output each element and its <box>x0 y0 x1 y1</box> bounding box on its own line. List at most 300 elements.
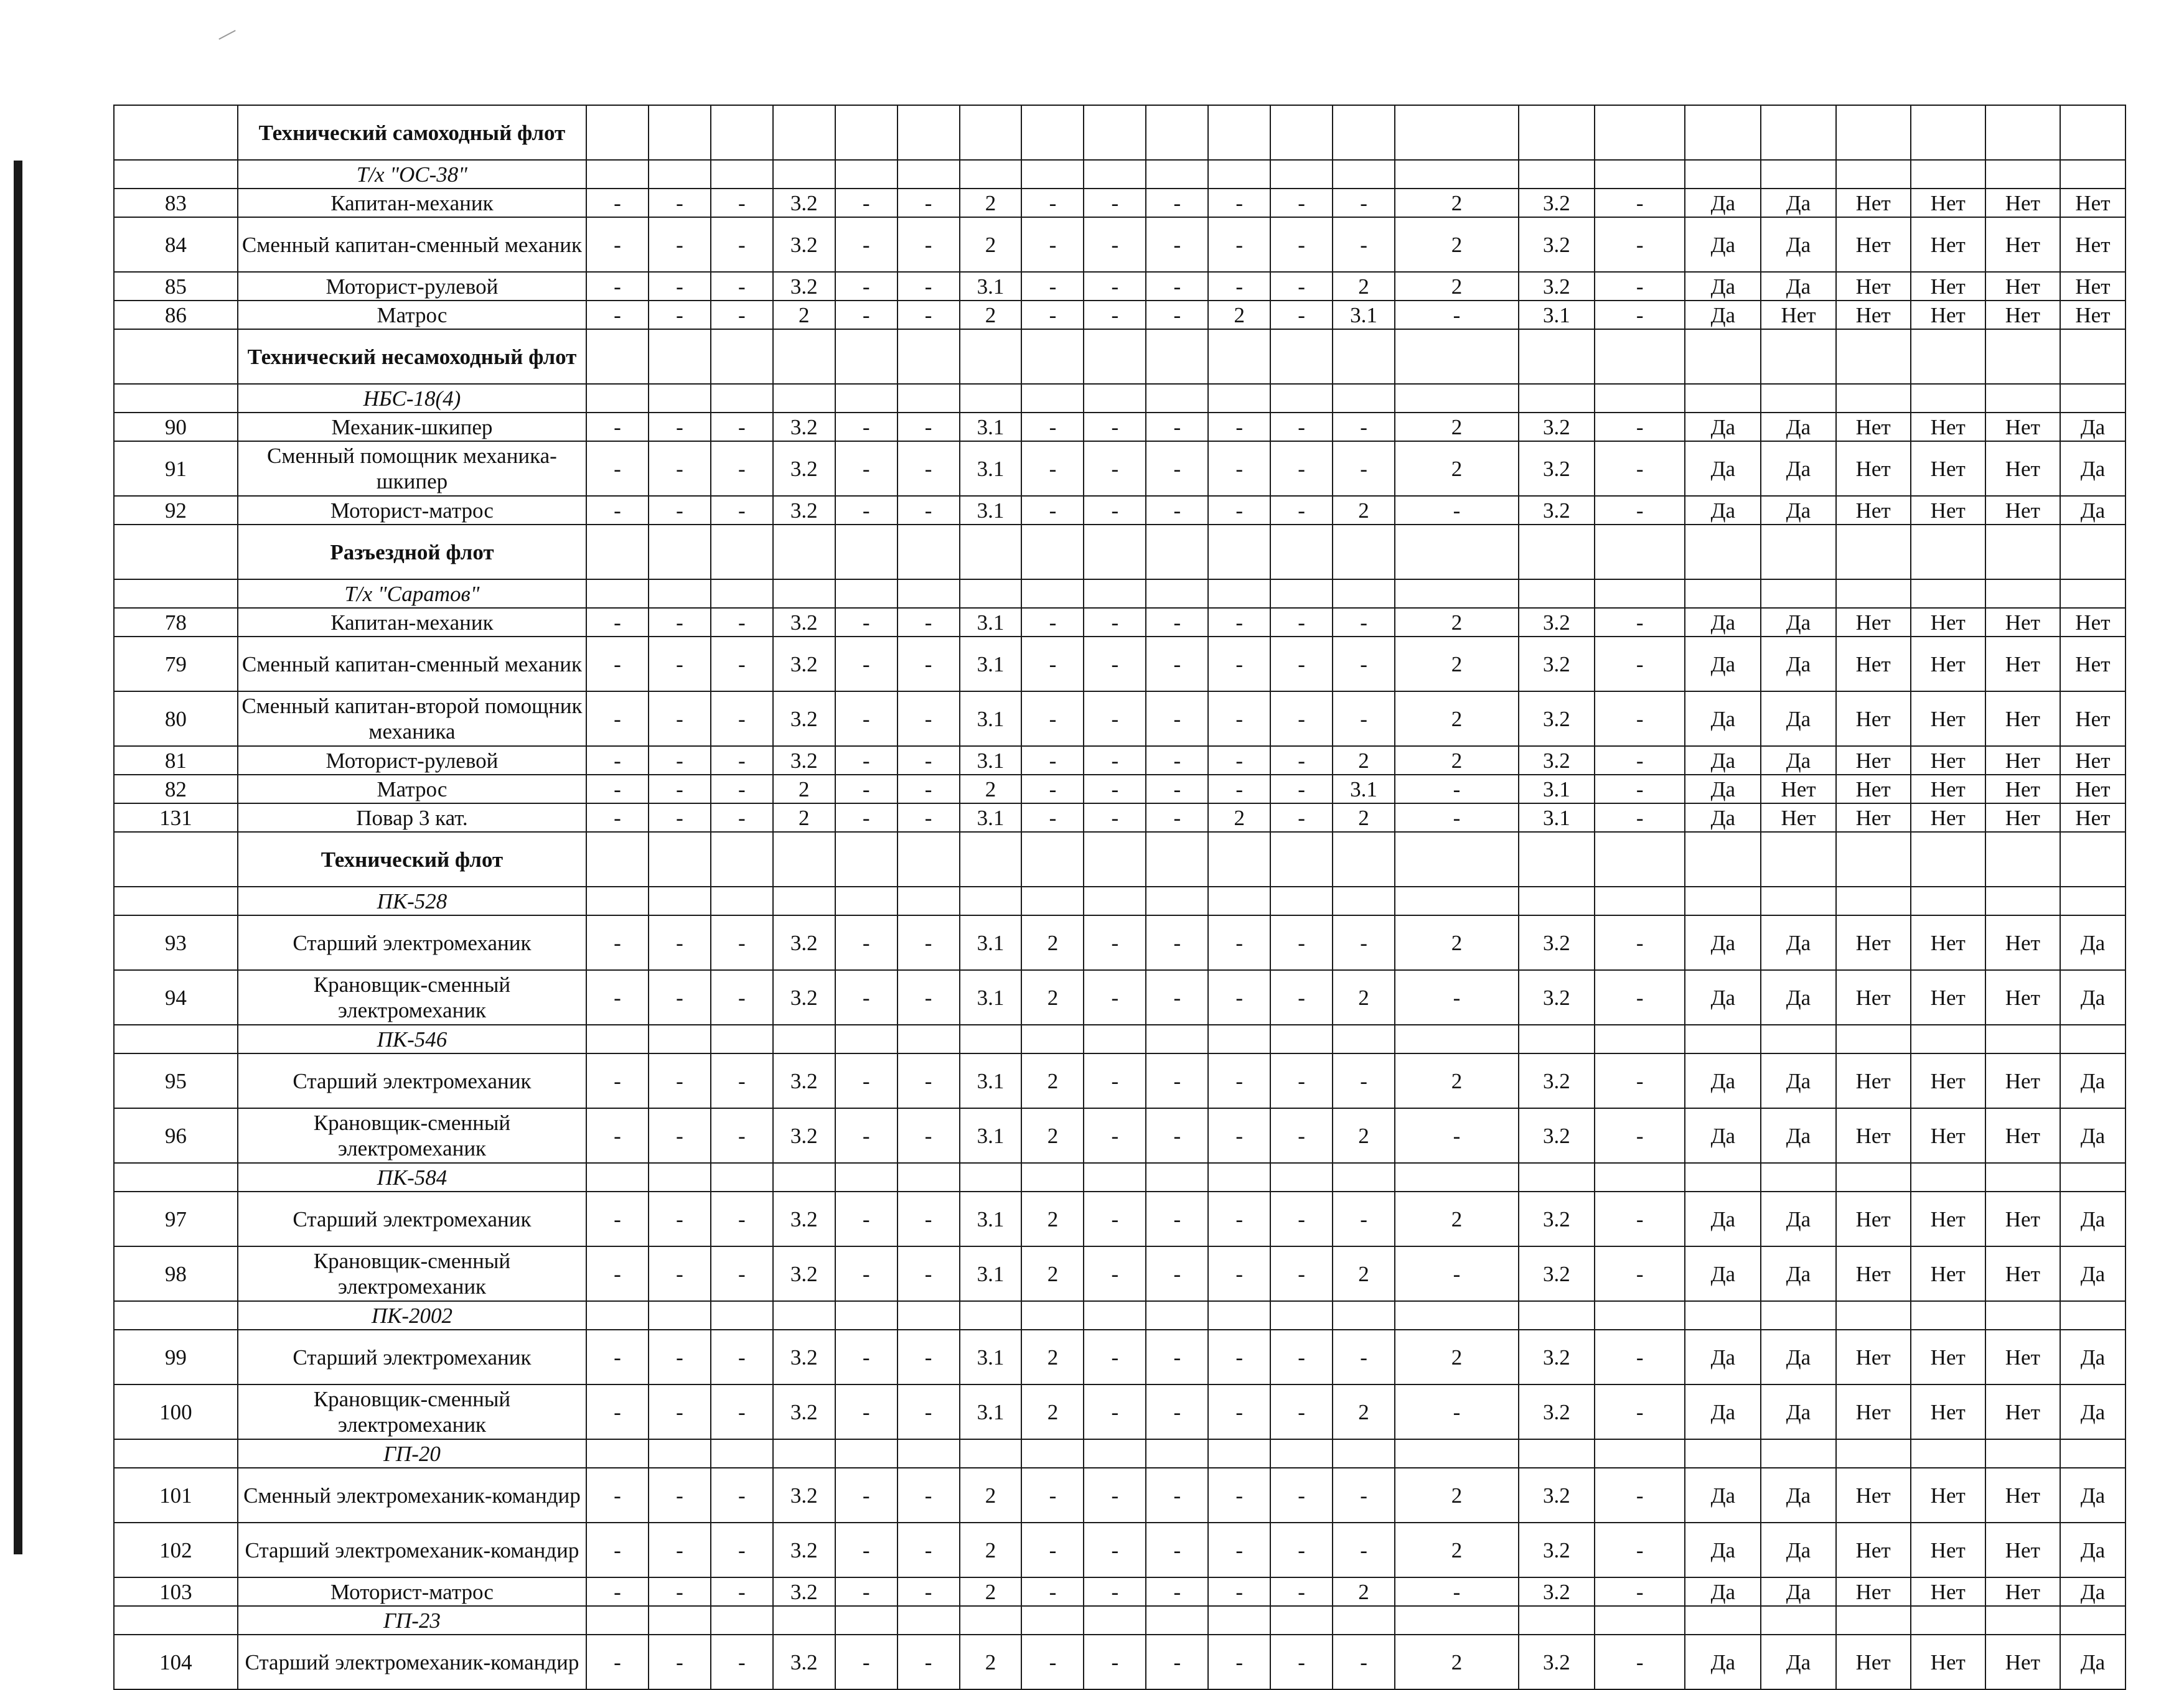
factor-value: - <box>1084 775 1146 803</box>
empty-cell <box>1985 1301 2060 1330</box>
factor-value: - <box>1595 803 1685 832</box>
empty-cell <box>1395 1025 1519 1053</box>
factor-value: - <box>1395 775 1519 803</box>
factor-value: - <box>835 1053 898 1108</box>
factor-value: 2 <box>960 217 1022 272</box>
factor-value: Нет <box>1911 496 1985 525</box>
empty-cell <box>649 384 711 413</box>
empty-cell <box>1146 160 1208 189</box>
factor-value: - <box>711 1246 773 1301</box>
empty-cell <box>1208 579 1270 608</box>
factor-value: - <box>711 496 773 525</box>
empty-cell <box>960 384 1022 413</box>
empty-cell <box>1084 832 1146 887</box>
factor-value: Да <box>1685 1330 1761 1384</box>
factor-value: Нет <box>1911 217 1985 272</box>
factor-value: - <box>1595 1192 1685 1246</box>
factor-value: Нет <box>1836 1384 1911 1439</box>
row-number: 80 <box>114 691 238 746</box>
factor-value: - <box>1084 1246 1146 1301</box>
empty-cell <box>1270 887 1333 915</box>
factor-value: - <box>1595 217 1685 272</box>
factor-value: - <box>649 915 711 970</box>
empty-cell <box>711 384 773 413</box>
table-row <box>114 413 2125 441</box>
empty-cell <box>1333 1439 1395 1468</box>
factor-value: Да <box>1685 608 1761 637</box>
factor-value: 3.2 <box>773 1577 835 1606</box>
factor-value: - <box>835 496 898 525</box>
factor-value: - <box>898 803 960 832</box>
vessel-name: Т/х "Саратов" <box>238 579 586 608</box>
staff-classification-table <box>113 105 2126 1690</box>
factor-value: - <box>835 691 898 746</box>
factor-value: - <box>1021 608 1084 637</box>
factor-value: - <box>1595 1523 1685 1577</box>
position-title: Старший электромеханик <box>238 1192 586 1246</box>
factor-value: - <box>1395 1577 1519 1606</box>
factor-value: 3.1 <box>960 1384 1022 1439</box>
vessel-name: НБС-18(4) <box>238 384 586 413</box>
factor-value: Нет <box>2060 803 2125 832</box>
factor-value: 3.1 <box>1519 775 1595 803</box>
factor-value: 3.2 <box>773 1384 835 1439</box>
factor-value: - <box>586 1108 649 1163</box>
factor-value: - <box>711 1192 773 1246</box>
empty-cell <box>898 887 960 915</box>
factor-value: - <box>1595 1108 1685 1163</box>
empty-cell <box>1985 887 2060 915</box>
factor-value: - <box>1146 1053 1208 1108</box>
factor-value: Нет <box>1985 441 2060 496</box>
factor-value: Нет <box>1836 413 1911 441</box>
factor-value: - <box>835 1330 898 1384</box>
row-number: 90 <box>114 413 238 441</box>
factor-value: - <box>1595 691 1685 746</box>
factor-value: Нет <box>1911 1108 1985 1163</box>
factor-value: 2 <box>1208 803 1270 832</box>
empty-cell <box>1208 384 1270 413</box>
vessel-name: Т/х "ОС-38" <box>238 160 586 189</box>
factor-value: Да <box>1761 1108 1835 1163</box>
empty-cell <box>1836 384 1911 413</box>
factor-value: - <box>835 746 898 775</box>
table-row <box>114 441 2125 496</box>
factor-value: Да <box>1685 217 1761 272</box>
empty-cell <box>1761 832 1835 887</box>
row-number: 81 <box>114 746 238 775</box>
factor-value: Да <box>1685 272 1761 301</box>
factor-value: - <box>711 217 773 272</box>
row-number: 86 <box>114 301 238 329</box>
factor-value: - <box>898 413 960 441</box>
factor-value: - <box>1146 746 1208 775</box>
empty-cell <box>711 525 773 579</box>
empty-cell <box>1270 832 1333 887</box>
factor-value: - <box>1395 496 1519 525</box>
empty-cell <box>1985 160 2060 189</box>
factor-value: Да <box>2060 1108 2125 1163</box>
empty-cell <box>1021 832 1084 887</box>
factor-value: - <box>1084 803 1146 832</box>
factor-value: Да <box>1685 775 1761 803</box>
factor-value: Да <box>1685 1635 1761 1689</box>
factor-value: Нет <box>1911 746 1985 775</box>
empty-cell <box>835 1301 898 1330</box>
factor-value: Да <box>1761 1246 1835 1301</box>
factor-value: Нет <box>1985 608 2060 637</box>
factor-value: - <box>1021 217 1084 272</box>
factor-value: - <box>1208 1192 1270 1246</box>
factor-value: Нет <box>1836 915 1911 970</box>
empty-cell <box>773 329 835 384</box>
empty-cell <box>835 525 898 579</box>
factor-value: - <box>711 1577 773 1606</box>
factor-value: - <box>898 691 960 746</box>
empty-cell <box>1021 160 1084 189</box>
section-header-row <box>114 525 2125 579</box>
empty-cell <box>960 525 1022 579</box>
empty-cell <box>898 105 960 160</box>
position-title: Капитан-механик <box>238 608 586 637</box>
empty-cell <box>773 1025 835 1053</box>
factor-value: Да <box>2060 1635 2125 1689</box>
factor-value: Нет <box>1985 970 2060 1025</box>
factor-value: - <box>1084 691 1146 746</box>
factor-value: Нет <box>1985 775 2060 803</box>
factor-value: Нет <box>2060 301 2125 329</box>
empty-cell <box>1270 1025 1333 1053</box>
factor-value: 2 <box>773 803 835 832</box>
empty-cell <box>586 887 649 915</box>
factor-value: Да <box>1761 1577 1835 1606</box>
factor-value: - <box>586 1246 649 1301</box>
factor-value: - <box>1595 413 1685 441</box>
empty-cell <box>1911 887 1985 915</box>
empty-cell <box>1519 832 1595 887</box>
factor-value: Нет <box>1911 1635 1985 1689</box>
factor-value: - <box>649 1246 711 1301</box>
factor-value: - <box>649 1468 711 1523</box>
factor-value: 3.1 <box>1519 301 1595 329</box>
empty-cell <box>1836 1163 1911 1192</box>
factor-value: Нет <box>1985 413 2060 441</box>
factor-value: 3.2 <box>773 970 835 1025</box>
factor-value: 3.2 <box>773 915 835 970</box>
factor-value: Да <box>2060 1330 2125 1384</box>
empty-cell <box>898 1163 960 1192</box>
row-number: 84 <box>114 217 238 272</box>
empty-cell <box>898 579 960 608</box>
empty-cell <box>649 525 711 579</box>
factor-value: - <box>1084 441 1146 496</box>
factor-value: - <box>649 1577 711 1606</box>
factor-value: Нет <box>1911 1053 1985 1108</box>
empty-cell <box>898 832 960 887</box>
factor-value: Нет <box>1911 413 1985 441</box>
factor-value: - <box>1595 1053 1685 1108</box>
factor-value: - <box>1333 413 1395 441</box>
empty-cell <box>835 832 898 887</box>
factor-value: - <box>1595 1468 1685 1523</box>
factor-value: 2 <box>1333 970 1395 1025</box>
factor-value: Нет <box>2060 691 2125 746</box>
empty-cell <box>1911 1301 1985 1330</box>
factor-value: - <box>1270 803 1333 832</box>
factor-value: - <box>586 1053 649 1108</box>
factor-value: 2 <box>1395 1192 1519 1246</box>
factor-value: - <box>711 775 773 803</box>
factor-value: 2 <box>1021 1192 1084 1246</box>
factor-value: Нет <box>2060 217 2125 272</box>
factor-value: 2 <box>1333 1246 1395 1301</box>
empty-cell <box>1911 1606 1985 1635</box>
factor-value: - <box>711 413 773 441</box>
empty-cell <box>114 1301 238 1330</box>
factor-value: Да <box>1685 915 1761 970</box>
factor-value: 2 <box>1395 272 1519 301</box>
factor-value: Да <box>1761 1053 1835 1108</box>
empty-cell <box>1836 525 1911 579</box>
position-title: Старший электромеханик-командир <box>238 1523 586 1577</box>
row-number: 102 <box>114 1523 238 1577</box>
empty-cell <box>1021 579 1084 608</box>
factor-value: 3.2 <box>1519 1330 1595 1384</box>
empty-cell <box>1761 105 1835 160</box>
empty-cell <box>1595 887 1685 915</box>
factor-value: 2 <box>1333 272 1395 301</box>
empty-cell <box>1146 384 1208 413</box>
factor-value: - <box>1270 1635 1333 1689</box>
empty-cell <box>1836 329 1911 384</box>
factor-value: - <box>1084 1053 1146 1108</box>
factor-value: - <box>1084 189 1146 217</box>
factor-value: - <box>1146 775 1208 803</box>
factor-value: - <box>1208 1053 1270 1108</box>
empty-cell <box>1985 384 2060 413</box>
empty-cell <box>2060 384 2125 413</box>
position-title: Моторист-матрос <box>238 496 586 525</box>
factor-value: 3.2 <box>1519 1577 1595 1606</box>
section-title: Технический флот <box>238 832 586 887</box>
factor-value: 3.2 <box>1519 1053 1595 1108</box>
empty-cell <box>1270 525 1333 579</box>
factor-value: - <box>586 608 649 637</box>
factor-value: - <box>711 1108 773 1163</box>
factor-value: 2 <box>960 1635 1022 1689</box>
vessel-row <box>114 887 2125 915</box>
empty-cell <box>1395 887 1519 915</box>
factor-value: 3.2 <box>1519 1384 1595 1439</box>
factor-value: - <box>1084 637 1146 691</box>
factor-value: Да <box>1685 746 1761 775</box>
factor-value: - <box>1021 1577 1084 1606</box>
factor-value: - <box>586 217 649 272</box>
empty-cell <box>1761 1025 1835 1053</box>
factor-value: Нет <box>1836 775 1911 803</box>
factor-value: - <box>898 1384 960 1439</box>
empty-cell <box>835 1163 898 1192</box>
factor-value: Нет <box>1985 803 2060 832</box>
empty-cell <box>1146 887 1208 915</box>
factor-value: - <box>1208 970 1270 1025</box>
factor-value: Нет <box>1911 1468 1985 1523</box>
factor-value: Нет <box>1911 970 1985 1025</box>
empty-cell <box>1911 329 1985 384</box>
empty-cell <box>1270 1439 1333 1468</box>
factor-value: 2 <box>960 775 1022 803</box>
empty-cell <box>1985 105 2060 160</box>
factor-value: 3.2 <box>773 1053 835 1108</box>
factor-value: - <box>1021 1468 1084 1523</box>
factor-value: - <box>1084 915 1146 970</box>
factor-value: Да <box>1761 746 1835 775</box>
empty-cell <box>1084 1439 1146 1468</box>
factor-value: - <box>1208 1523 1270 1577</box>
factor-value: 3.2 <box>1519 217 1595 272</box>
factor-value: - <box>1270 915 1333 970</box>
factor-value: 2 <box>1395 915 1519 970</box>
factor-value: Нет <box>1836 272 1911 301</box>
factor-value: - <box>835 1577 898 1606</box>
row-number: 92 <box>114 496 238 525</box>
factor-value: 2 <box>1208 301 1270 329</box>
factor-value: - <box>586 746 649 775</box>
empty-cell <box>835 1606 898 1635</box>
factor-value: - <box>1333 1053 1395 1108</box>
empty-cell <box>1911 525 1985 579</box>
factor-value: 3.1 <box>960 970 1022 1025</box>
empty-cell <box>1270 329 1333 384</box>
empty-cell <box>773 160 835 189</box>
factor-value: 3.2 <box>773 272 835 301</box>
row-number: 103 <box>114 1577 238 1606</box>
factor-value: 3.2 <box>773 1330 835 1384</box>
factor-value: - <box>586 1577 649 1606</box>
position-title: Матрос <box>238 775 586 803</box>
factor-value: Нет <box>1836 1468 1911 1523</box>
table-row <box>114 1384 2125 1439</box>
empty-cell <box>1208 887 1270 915</box>
factor-value: - <box>1270 1108 1333 1163</box>
empty-cell <box>773 1301 835 1330</box>
factor-value: - <box>835 189 898 217</box>
factor-value: 3.2 <box>1519 608 1595 637</box>
empty-cell <box>1270 579 1333 608</box>
empty-cell <box>1270 384 1333 413</box>
factor-value: - <box>586 272 649 301</box>
factor-value: Нет <box>1911 1330 1985 1384</box>
empty-cell <box>1084 329 1146 384</box>
empty-cell <box>898 384 960 413</box>
factor-value: 3.2 <box>773 746 835 775</box>
factor-value: 2 <box>1395 637 1519 691</box>
empty-cell <box>898 1301 960 1330</box>
factor-value: - <box>1270 970 1333 1025</box>
empty-cell <box>1761 160 1835 189</box>
factor-value: Да <box>1685 1053 1761 1108</box>
table-row <box>114 691 2125 746</box>
factor-value: - <box>835 915 898 970</box>
empty-cell <box>960 329 1022 384</box>
factor-value: Да <box>1685 1468 1761 1523</box>
factor-value: Нет <box>1985 496 2060 525</box>
factor-value: Нет <box>1985 1330 2060 1384</box>
empty-cell <box>1519 1025 1595 1053</box>
factor-value: Да <box>1685 1577 1761 1606</box>
factor-value: - <box>1208 189 1270 217</box>
factor-value: Нет <box>1985 746 2060 775</box>
position-title: Сменный помощник механика-шкипер <box>238 441 586 496</box>
factor-value: - <box>1270 189 1333 217</box>
empty-cell <box>1685 329 1761 384</box>
factor-value: - <box>898 1523 960 1577</box>
factor-value: - <box>1146 1577 1208 1606</box>
factor-value: - <box>1146 441 1208 496</box>
empty-cell <box>711 1025 773 1053</box>
factor-value: - <box>1333 915 1395 970</box>
empty-cell <box>1519 1606 1595 1635</box>
empty-cell <box>1595 832 1685 887</box>
factor-value: Нет <box>1985 1384 2060 1439</box>
factor-value: - <box>1021 1635 1084 1689</box>
factor-value: - <box>1333 1635 1395 1689</box>
factor-value: 3.2 <box>1519 691 1595 746</box>
empty-cell <box>649 160 711 189</box>
empty-cell <box>1084 887 1146 915</box>
factor-value: Да <box>1761 637 1835 691</box>
factor-value: Да <box>1761 413 1835 441</box>
factor-value: Нет <box>1911 915 1985 970</box>
empty-cell <box>2060 1025 2125 1053</box>
factor-value: Да <box>1761 272 1835 301</box>
factor-value: 2 <box>960 189 1022 217</box>
empty-cell <box>1208 105 1270 160</box>
empty-cell <box>1395 1163 1519 1192</box>
row-number: 95 <box>114 1053 238 1108</box>
factor-value: - <box>586 413 649 441</box>
factor-value: - <box>1146 970 1208 1025</box>
factor-value: 3.2 <box>1519 189 1595 217</box>
empty-cell <box>114 160 238 189</box>
factor-value: - <box>1021 413 1084 441</box>
factor-value: - <box>649 217 711 272</box>
factor-value: - <box>1146 637 1208 691</box>
factor-value: - <box>649 1053 711 1108</box>
factor-value: Нет <box>1985 1468 2060 1523</box>
table-body <box>114 105 2125 1689</box>
factor-value: - <box>586 803 649 832</box>
factor-value: - <box>898 970 960 1025</box>
factor-value: Да <box>1685 1384 1761 1439</box>
factor-value: - <box>1146 691 1208 746</box>
factor-value: 2 <box>1333 1384 1395 1439</box>
empty-cell <box>1333 887 1395 915</box>
factor-value: - <box>835 217 898 272</box>
factor-value: Нет <box>1836 1577 1911 1606</box>
factor-value: - <box>1146 496 1208 525</box>
factor-value: Нет <box>1761 803 1835 832</box>
factor-value: Да <box>1761 608 1835 637</box>
position-title: Сменный электромеханик-командир <box>238 1468 586 1523</box>
empty-cell <box>1146 1301 1208 1330</box>
factor-value: 2 <box>1021 1246 1084 1301</box>
position-title: Крановщик-сменный электромеханик <box>238 970 586 1025</box>
factor-value: Да <box>1761 1468 1835 1523</box>
factor-value: - <box>1084 1523 1146 1577</box>
empty-cell <box>1084 384 1146 413</box>
empty-cell <box>1685 160 1761 189</box>
